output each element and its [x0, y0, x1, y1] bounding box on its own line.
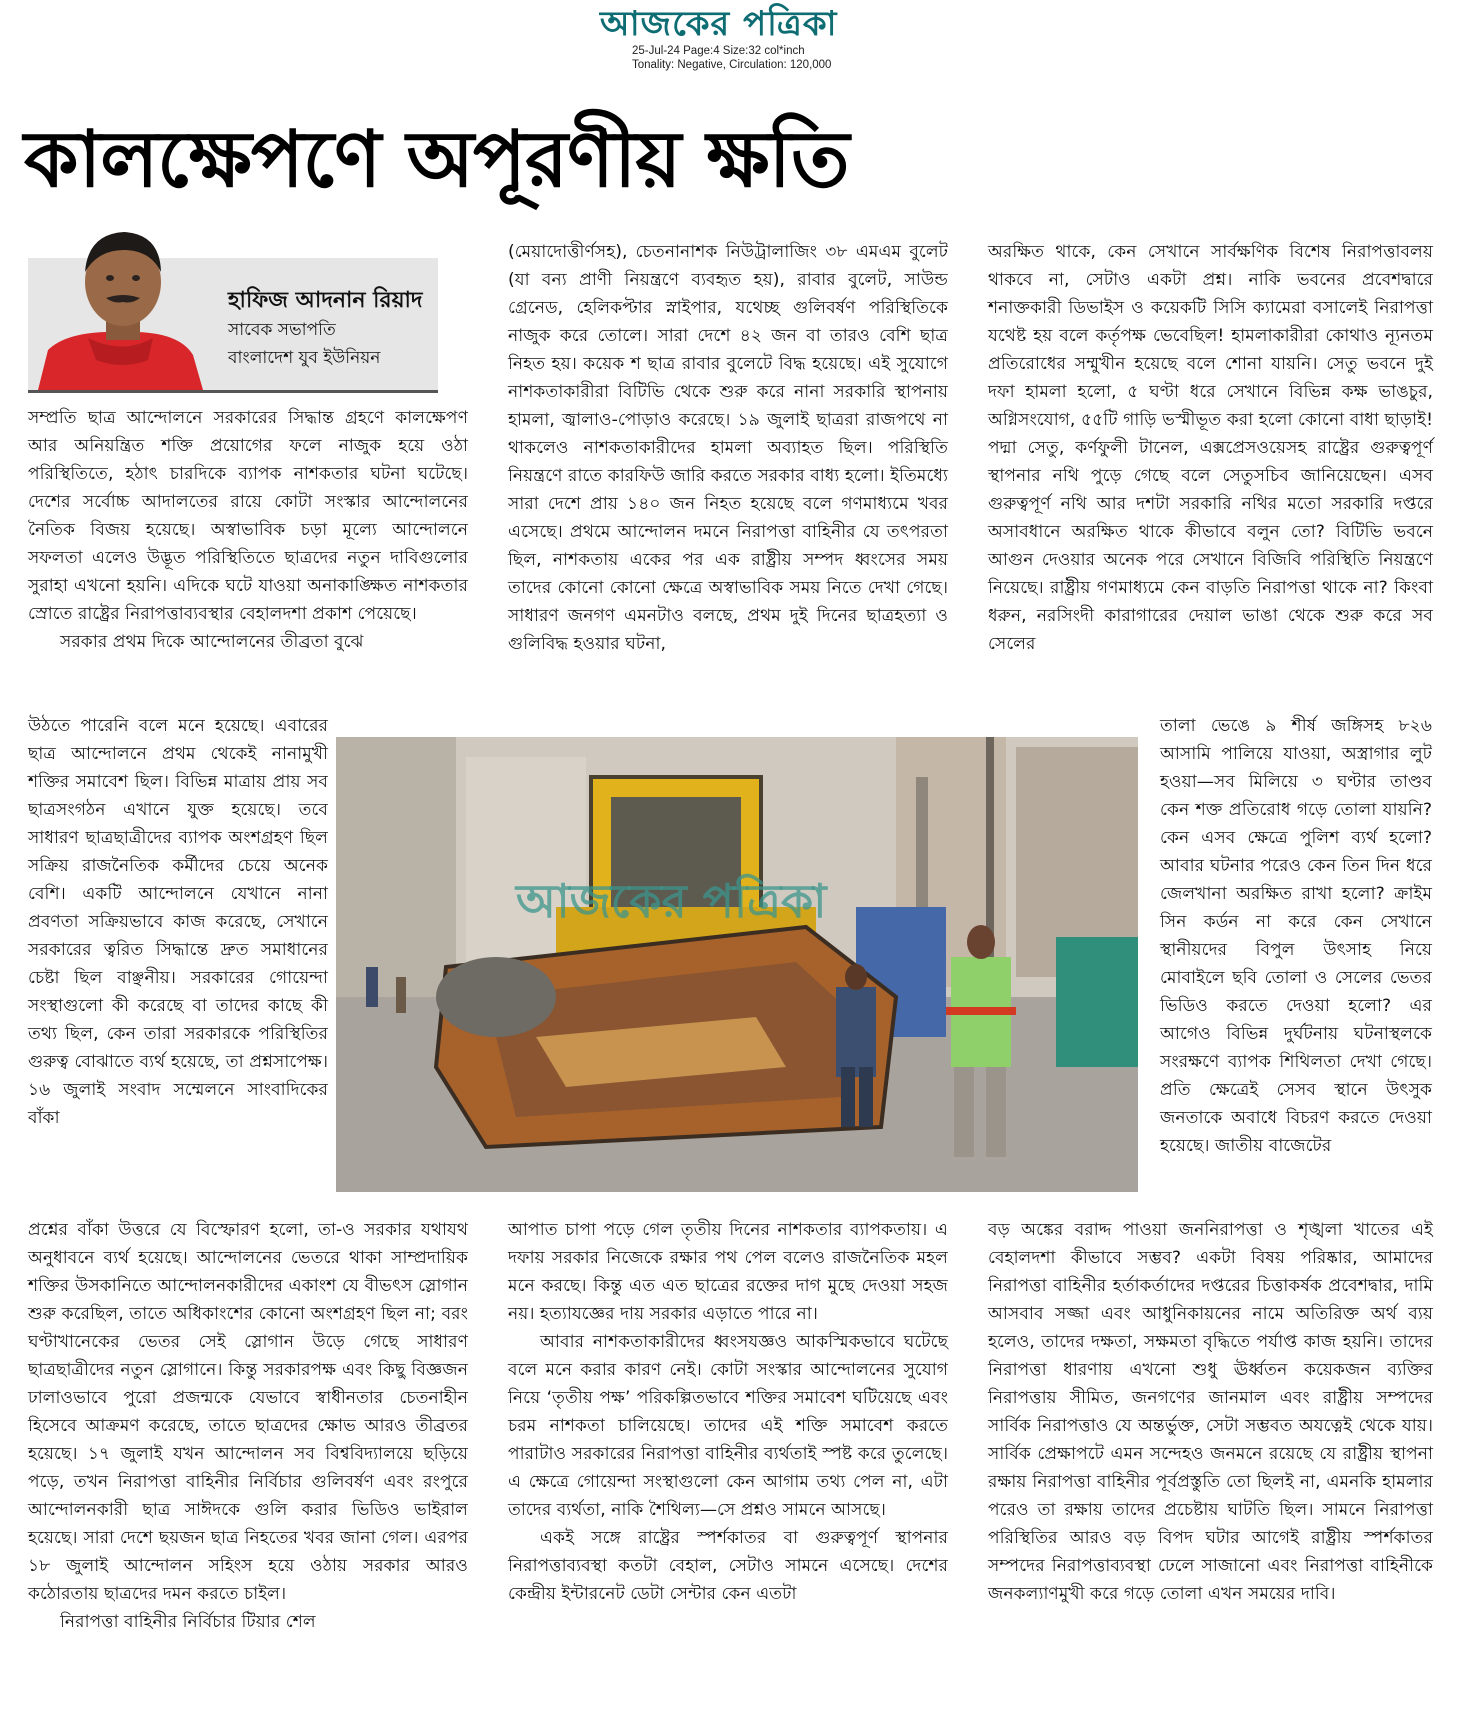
article-paragraph: (মেয়াদোত্তীর্ণসহ), চেতনানাশক নিউট্রালাজিং ৩৮ এমএম বুলেট (যা বন্য প্রাণী নিয়ন্ত্রণে ব্যবহৃত হয়), রাবার বুলেট, সাউন্ড গ্রেনেড, হেলিকপ্টার স্নাইপার, যথেচ্ছ গুলিবর্ষণ পরিস্থিতিকে নাজুক করে তোলে। সারা দেশে ৪২ জন বা তারও বেশি ছাত্র নিহত হয়। কয়েক শ ছাত্র রাবার বুলেটে বিদ্ধ হয়েছে। এই সুযোগে নাশকতাকারীরা বিটিভি থেকে শুরু করে নানা সরকারি স্থাপনায় হামলা, জ্বালাও-পোড়াও করেছে। ১৯ জুলাই ছাত্ররা রাজপথে না থাকলেও নাশকতাকারীদের হামলা অব্যাহত ছিল। পরিস্থিতি নিয়ন্ত্রণে রাতে কারফিউ জারি করতে সরকার বাধ্য হলো। ইতিমধ্যে সারা দেশে প্রায় ১৪০ জন নিহত হয়েছে বলে গণমাধ্যমে খবর এসেছে। প্রথমে আন্দোলন দমনে নিরাপত্তা বাহিনীর যে তৎপরতা ছিল, নাশকতায় একের পর এক রাষ্ট্রীয় সম্পদ ধ্বংসের সময় তাদের কোনো কোনো ক্ষেত্রে অস্বাভাবিক সময় নিতে দেখা গেছে। সাধারণ জনগণ এমনটাও বলছে, প্রথম দুই দিনের ছাত্রহত্যা ও গুলিবিদ্ধ হওয়ার ঘটনা,: [508, 242, 948, 654]
article-column-3-narrow: [1160, 712, 1432, 1160]
author-name: হাফিজ আদনান রিয়াদ: [228, 288, 423, 313]
article-paragraph: প্রশ্নের বাঁকা উত্তরে যে বিস্ফোরণ হলো, তা-ও সরকার যথাযথ অনুধাবনে ব্যর্থ হয়েছে। আন্দোলনের ভেতরে থাকা সাম্প্রদায়িক শক্তির উসকানিতে আন্দোলনকারীদের একাংশ যে বীভৎস স্লোগান শুরু করেছিল, তাতে অধিকাংশের কোনো অংশগ্রহণ ছিল না; বরং ঘণ্টাখানেকের ভেতর সেই স্লোগান উড়ে গেছে সাধারণ ছাত্রছাত্রীদের নতুন স্লোগানে। কিন্তু সরকারপক্ষ এবং কিছু বিজ্ঞজন ঢালাওভাবে পুরো প্রজন্মকে যেভাবে স্বাধীনতার চেতনাহীন হিসেবে আক্রমণ করেছে, তাতে ছাত্রদের ক্ষোভ আরও তীব্রতর হয়েছে। ১৭ জুলাই যখন আন্দোলন সব বিশ্ববিদ্যালয়ে ছড়িয়ে পড়ে, তখন নিরাপত্তা বাহিনীর নির্বিচার গুলিবর্ষণ এবং রংপুরে আন্দোলনকারী ছাত্র সাঈদকে গুলি করার ভিডিও ভাইরাল হয়েছে। সারা দেশে ছয়জন ছাত্র নিহতের খবর জানা গেল। এরপর ১৮ জুলাই আন্দোলন সহিংস হয়ে ওঠায় সরকার আরও কঠোরতায় ছাত্রদের দমন করতে চাইল।: [28, 1220, 468, 1604]
author-portrait: [28, 220, 218, 390]
article-paragraph: উঠতে পারেনি বলে মনে হয়েছে। এবারের ছাত্র আন্দোলনে প্রথম থেকেই নানামুখী শক্তির সমাবেশ ছিল। বিভিন্ন মাত্রায় প্রায় সব ছাত্রসংগঠন এখানে যুক্ত হয়েছে। তবে সাধারণ ছাত্রছাত্রীদের ব্যাপক অংশগ্রহণ ছিল সক্রিয় রাজনৈতিক কর্মীদের চেয়ে অনেক বেশি। একটি আন্দোলনে যেখানে নানা প্রবণতা সক্রিয়ভাবে কাজ করেছে, সেখানে সরকারের ত্বরিত সিদ্ধান্তে দ্রুত সমাধানের চেষ্টা ছিল বাঞ্ছনীয়। সরকারের গোয়েন্দা সংস্থাগুলো কী করেছে বা তাদের কাছে কী তথ্য ছিল, কেন তারা সরকারকে পরিস্থিতির গুরুত্ব বোঝাতে ব্যর্থ হয়েছে, তা প্রশ্নসাপেক্ষ। ১৬ জুলাই সংবাদ সম্মেলনে সাংবাদিকের বাঁকা: [28, 716, 328, 1128]
article-column-1-bottom: [28, 1216, 468, 1636]
article-column-3-top: [988, 238, 1433, 658]
article-column-2-bottom: [508, 1216, 948, 1608]
article-paragraph: নিরাপত্তা বাহিনীর নির্বিচার টিয়ার শেল: [60, 1612, 316, 1632]
newspaper-logo: আজকের পত্রিকা: [600, 4, 838, 44]
article-column-2-top: [508, 238, 948, 658]
article-paragraph: অরক্ষিত থাকে, কেন সেখানে সার্বক্ষণিক বিশেষ নিরাপত্তাবলয় থাকবে না, সেটাও একটা প্রশ্ন। নাকি ভবনের প্রবেশদ্বারে শনাক্তকারী ডিভাইস ও কয়েকটি সিসি ক্যামেরা বসালেই নিরাপত্তা যথেষ্ট হয় বলে কর্তৃপক্ষ ভেবেছিল! হামলাকারীরা কোথাও ন্যূনতম প্রতিরোধের সম্মুখীন হয়েছে বলে শোনা যায়নি। সেতু ভবনে দুই দফা হামলা হলো, ৫ ঘণ্টা ধরে সেখানে বিভিন্ন কক্ষ ভাঙচুর, অগ্নিসংযোগ, ৫৫টি গাড়ি ভস্মীভূত করা হলো কোনো বাধা ছাড়াই! পদ্মা সেতু, কর্ণফুলী টানেল, এক্সপ্রেসওয়েসহ রাষ্ট্রের গুরুত্বপূর্ণ স্থাপনার নথি পুড়ে গেছে বলে সেতুসচিব জানিয়েছেন। এসব গুরুত্বপূর্ণ নথি আর দশটা সরকারি নথির মতো সরকারি দপ্তরে অসাবধানে অরক্ষিত থাকে কীভাবে বলুন তো? বিটিভি ভবনে আগুন দেওয়ার অনেক পরে সেখানে বিজিবি পরিস্থিতি নিয়ন্ত্রণে নিয়েছে। রাষ্ট্রীয় গণমাধ্যমে কেন বাড়তি নিরাপত্তা থাকে না? কিংবা ধরুন, নরসিংদী কারাগারের দেয়াল ভাঙা থেকে শুরু করে সব সেলের: [988, 242, 1433, 654]
author-info: [228, 286, 422, 372]
article-paragraph: সম্প্রতি ছাত্র আন্দোলনে সরকারের সিদ্ধান্ত গ্রহণে কালক্ষেপণ আর অনিয়ন্ত্রিত শক্তি প্রয়োগের ফলে নাজুক হয়ে ওঠা পরিস্থিতিতে, হঠাৎ চারদিকে ব্যাপক নাশকতার ঘটনা ঘটেছে। দেশের সর্বোচ্চ আদালতের রায়ে কোটা সংস্কার আন্দোলনের নৈতিক বিজয় হয়েছে। অস্বাভাবিক চড়া মূল্যে আন্দোলনে সফলতা এলেও উদ্ভূত পরিস্থিতিতে ছাত্রদের নতুন দাবিগুলোর সুরাহা এখনো হয়নি। এদিকে ঘটে যাওয়া অনাকাঙ্ক্ষিত নাশকতার স্রোতে রাষ্ট্রের নিরাপত্তাব্যবস্থার বেহালদশা প্রকাশ পেয়েছে।: [28, 408, 468, 624]
article-column-3-bottom: [988, 1216, 1433, 1608]
article-column-1-top: [28, 404, 468, 656]
author-title: সাবেক সভাপতি: [228, 320, 336, 340]
clipping-meta-line-2: Tonality: Negative, Circulation: 120,000: [632, 59, 832, 71]
clipping-meta-line-1: 25-Jul-24 Page:4 Size:32 col*inch: [632, 45, 805, 57]
article-headline: কালক্ষেপণে অপূরণীয় ক্ষতি: [24, 115, 849, 205]
article-paragraph: সরকার প্রথম দিকে আন্দোলনের তীব্রতা বুঝে: [60, 632, 364, 652]
article-paragraph: তালা ভেঙে ৯ শীর্ষ জঙ্গিসহ ৮২৬ আসামি পালিয়ে যাওয়া, অস্ত্রাগার লুট হওয়া—সব মিলিয়ে ৩ ঘণ্টার তাণ্ডব কেন শক্ত প্রতিরোধ গড়ে তোলা যায়নি? কেন এসব ক্ষেত্রে পুলিশ ব্যর্থ হলো? আবার ঘটনার পরেও কেন তিন দিন ধরে জেলখানা অরক্ষিত রাখা হলো? ক্রাইম সিন কর্ডন না করে কেন সেখানে স্থানীয়দের বিপুল উৎসাহ নিয়ে মোবাইলে ছবি তোলা ও সেলের ভেতর ভিডিও করতে দেওয়া হলো? এর আগেও বিভিন্ন দুর্ঘটনায় ঘটনাস্থলকে সংরক্ষণে ব্যাপক শিথিলতা দেখা গেছে। প্রতি ক্ষেত্রেই সেসব স্থানে উৎসুক জনতাকে অবাধে বিচরণ করতে দেওয়া হয়েছে। জাতীয় বাজেটের: [1160, 716, 1432, 1156]
article-paragraph: একই সঙ্গে রাষ্ট্রের স্পর্শকাতর বা গুরুত্বপূর্ণ স্থাপনার নিরাপত্তাব্যবস্থা কতটা বেহাল, সেটাও সামনে এসেছে। দেশের কেন্দ্রীয় ইন্টারনেট ডেটা সেন্টার কেন এতটা: [508, 1528, 948, 1604]
article-column-1-narrow: [28, 712, 328, 1132]
author-org: বাংলাদেশ যুব ইউনিয়ন: [228, 348, 381, 368]
article-paragraph: আবার নাশকতাকারীদের ধ্বংসযজ্ঞও আকস্মিকভাবে ঘটেছে বলে মনে করার কারণ নেই। কোটা সংস্কার আন্দোলনের সুযোগ নিয়ে ‘তৃতীয় পক্ষ’ পরিকল্পিতভাবে শক্তির সমাবেশ ঘটিয়েছে এবং চরম নাশকতা চালিয়েছে। তাদের এই শক্তি সমাবেশ করতে পারাটাও সরকারের নিরাপত্তা বাহিনীর ব্যর্থতাই স্পষ্ট করে তুলেছে। এ ক্ষেত্রে গোয়েন্দা সংস্থাগুলো কেন আগাম তথ্য পেল না, এটা তাদের ব্যর্থতা, নাকি শৈথিল্য—সে প্রশ্নও সামনে আসছে।: [508, 1332, 948, 1520]
masthead: [560, 4, 920, 72]
article-paragraph: আপাত চাপা পড়ে গেল তৃতীয় দিনের নাশকতার ব্যাপকতায়। এ দফায় সরকার নিজেকে রক্ষার পথ পেল বলেও রাজনৈতিক মহল মনে করছে। কিন্তু এত এত ছাত্রের রক্তের দাগ মুছে দেওয়া সহজ নয়। হত্যাযজ্ঞের দায় সরকার এড়াতে পারে না।: [508, 1220, 948, 1324]
article-paragraph: বড় অঙ্কের বরাদ্দ পাওয়া জননিরাপত্তা ও শৃঙ্খলা খাতের এই বেহালদশা কীভাবে সম্ভব? একটা বিষয় পরিষ্কার, আমাদের নিরাপত্তা বাহিনীর হর্তাকর্তাদের দপ্তরের চিত্তাকর্ষক প্রবেশদ্বার, দামি আসবাব সজ্জা এবং আধুনিকায়নের নামে অতিরিক্ত অর্থ ব্যয় হলেও, তাদের দক্ষতা, সক্ষমতা বৃদ্ধিতে পর্যাপ্ত কাজ হয়নি। তাদের নিরাপত্তা ধারণায় এখনো শুধু ঊর্ধ্বতন কয়েকজন ব্যক্তির নিরাপত্তায় সীমিত, জনগণের জানমাল এবং রাষ্ট্রীয় সম্পদের সার্বিক নিরাপত্তাও যে অন্তর্ভুক্ত, সেটা সম্ভবত অযত্নেই থেকে যায়। সার্বিক প্রেক্ষাপটে এমন সন্দেহও জনমনে রয়েছে যে রাষ্ট্রীয় স্থাপনা রক্ষায় নিরাপত্তা বাহিনীর পূর্বপ্রস্তুতি তো ছিলই না, এমনকি হামলার পরেও তা রক্ষায় তাদের প্রচেষ্টায় ঘাটতি ছিল। সামনে নিরাপত্তা পরিস্থিতির আরও বড় বিপদ ঘটার আগেই রাষ্ট্রীয় স্পর্শকাতর সম্পদের নিরাপত্তাব্যবস্থা ঢেলে সাজানো এবং নিরাপত্তা বাহিনীকে জনকল্যাণমুখী করে গড়ে তোলা এখন সময়ের দাবি।: [988, 1220, 1433, 1604]
news-photo: [336, 737, 1138, 1192]
photo-watermark: আজকের পত্রিকা: [516, 874, 827, 928]
